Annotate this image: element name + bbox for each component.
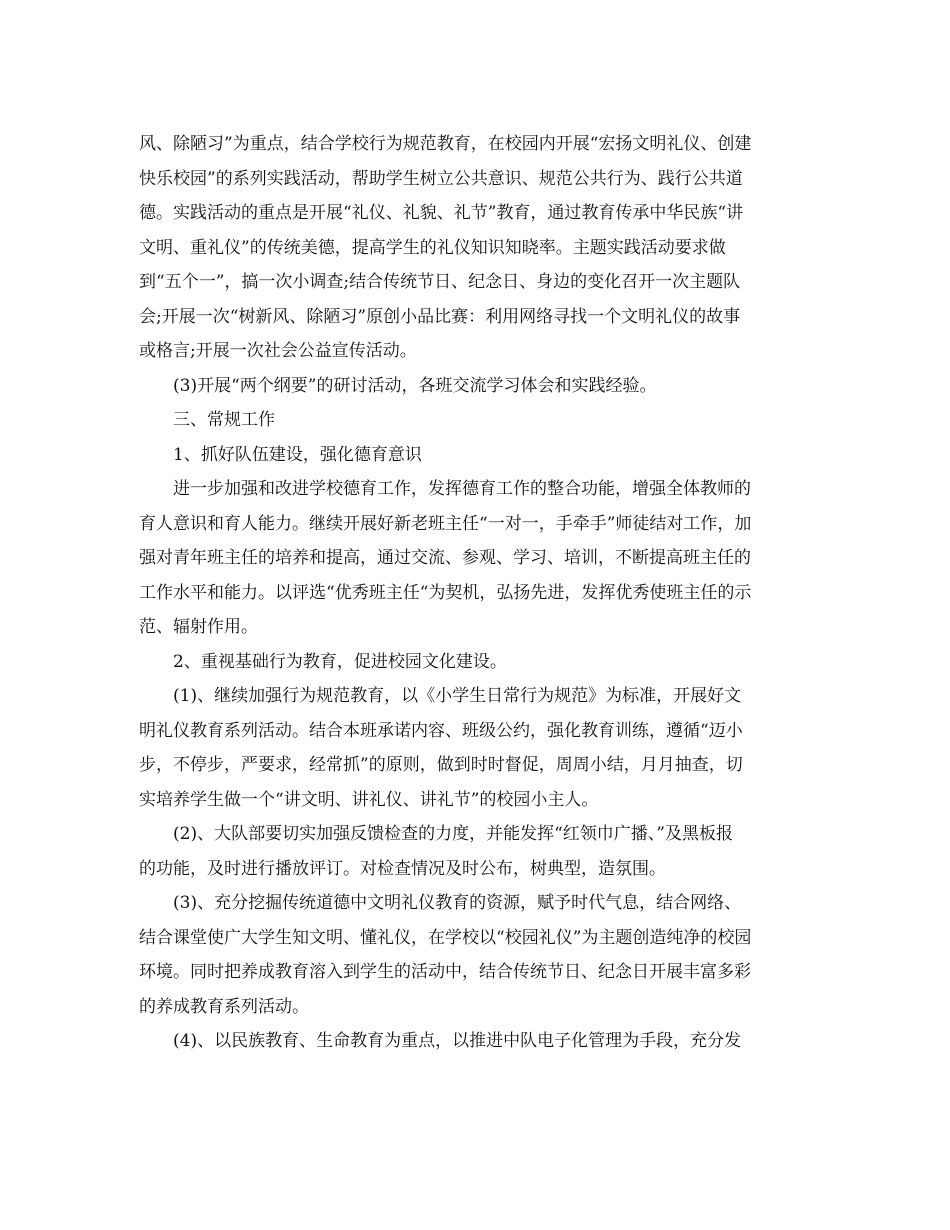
paragraph-practice-activities: 风、除陋习”为重点，结合学校行为规范教育，在校园内开展“宏扬文明礼仪、创建 快乐校园”的系列实践活动，帮助学生树立公共意识、规范公共行为、践行公共道 德。实践活动的重点是开展“礼仪、礼貌、礼节”教育，通过教育传承中华民族“讲 文明、重礼仪”的传统美德，提高学生的礼仪知识知晓率。主题实践活动要求做 到“五个一”，搞一次小调查;结合传统节日、纪念日、身边的变化召开一次主题队 会;开展一次“树新风、除陋习”原创小品比赛：利用网络寻找一个文明礼仪的故事 或格言;开展一次社会公益宣传活动。 xyxy=(139,134,752,361)
paragraph-teacher-training: 进一步加强和改进学校德育工作，发挥德育工作的整合功能，增强全体教师的 育人意识和育人能力。继续开展好新老班主任“一对一，手牵手”师徒结对工作，加 强对青年班主任的培养和提高，通过交流、参观、学习、培训，不断提高班主任的 工作水平和能力。以评选“优秀班主任“为契机，弘扬先进，发挥优秀使班主任的示 范、辐射作用。 xyxy=(139,479,752,637)
paragraph-item-2: (2)、大队部要切实加强反馈检查的力度，并能发挥“红领巾广播、”及黑板报 的功能，及时进行播放评订。对检查情况及时公布，树典型，造氛围。 xyxy=(139,824,733,879)
paragraph-item-4: (4)、以民族教育、生命教育为重点，以推进中队电子化管理为手段，充分发 xyxy=(173,1031,742,1051)
subheading-basic-behavior-education: 2、重视基础行为教育，促进校园文化建设。 xyxy=(173,651,507,672)
section-heading-routine-work: 三、常规工作 xyxy=(173,410,275,430)
document-body xyxy=(139,127,811,1059)
paragraph-two-outlines: (3)开展“两个纲要”的研讨活动，各班交流学习体会和实践经验。 xyxy=(173,375,657,396)
subheading-team-building: 1、抓好队伍建设，强化德育意识 xyxy=(173,444,422,465)
paragraph-item-1: (1)、继续加强行为规范教育，以《小学生日常行为规范》为标准，开展好文 明礼仪教育系列活动。结合本班承诺内容、班级公约，强化教育训练，遵循“迈小 步，不停步，严要求，经常抓”的原则，做到时时督促，周周小结，月月抽查，切 实培养学生做一个“讲文明、讲礼仪、讲礼节”的校园小主人。 xyxy=(139,686,743,810)
paragraph-item-3: (3)、充分挖掘传统道德中文明礼仪教育的资源，赋予时代气息，结合网络、 结合课堂使广大学生知文明、懂礼仪，在学校以“校园礼仪”为主题创造纯净的校园 环境。同时把养成教育溶入到学生的活动中，结合传统节日、纪念日开展丰富多彩 的养成教育系列活动。 xyxy=(139,893,752,1017)
